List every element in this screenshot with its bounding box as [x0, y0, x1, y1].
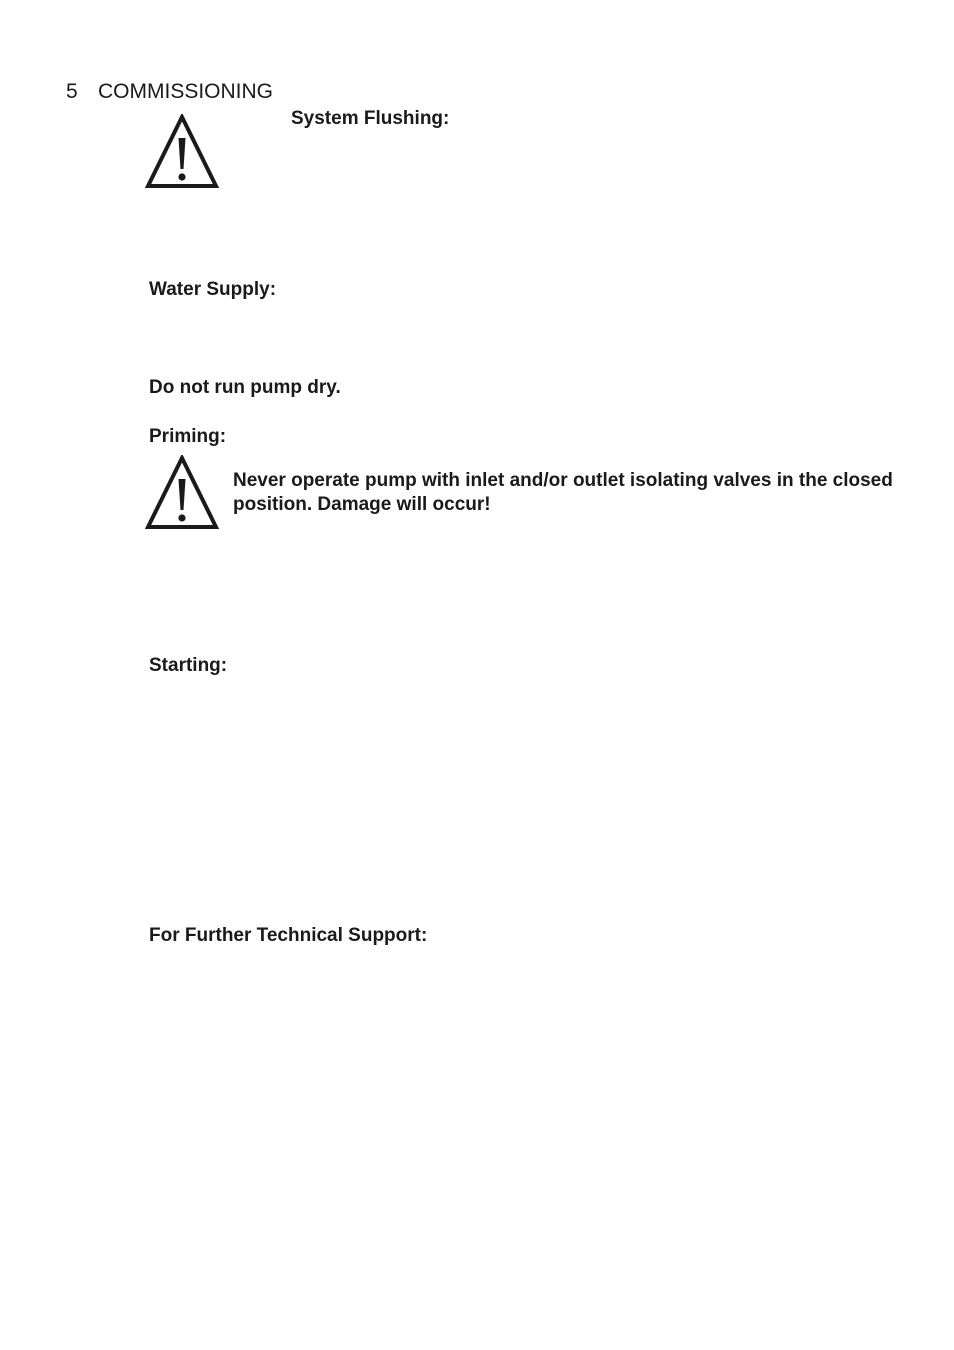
- heading-system-flushing: System Flushing:: [291, 108, 450, 129]
- warning-triangle-icon: [145, 114, 219, 188]
- dry-run-warning: Do not run pump dry.: [149, 377, 341, 398]
- priming-warning-text: Never operate pump with inlet and/or outlet isolating valves in the closed position. Damage will occur!: [233, 470, 893, 515]
- section-title: COMMISSIONING: [98, 80, 274, 103]
- section-number: 5: [66, 80, 78, 103]
- heading-priming: Priming:: [149, 426, 227, 447]
- heading-technical-support: For Further Technical Support:: [149, 925, 428, 946]
- warning-triangle-icon: [145, 455, 219, 529]
- heading-water-supply: Water Supply:: [149, 279, 277, 300]
- heading-starting: Starting:: [149, 655, 228, 676]
